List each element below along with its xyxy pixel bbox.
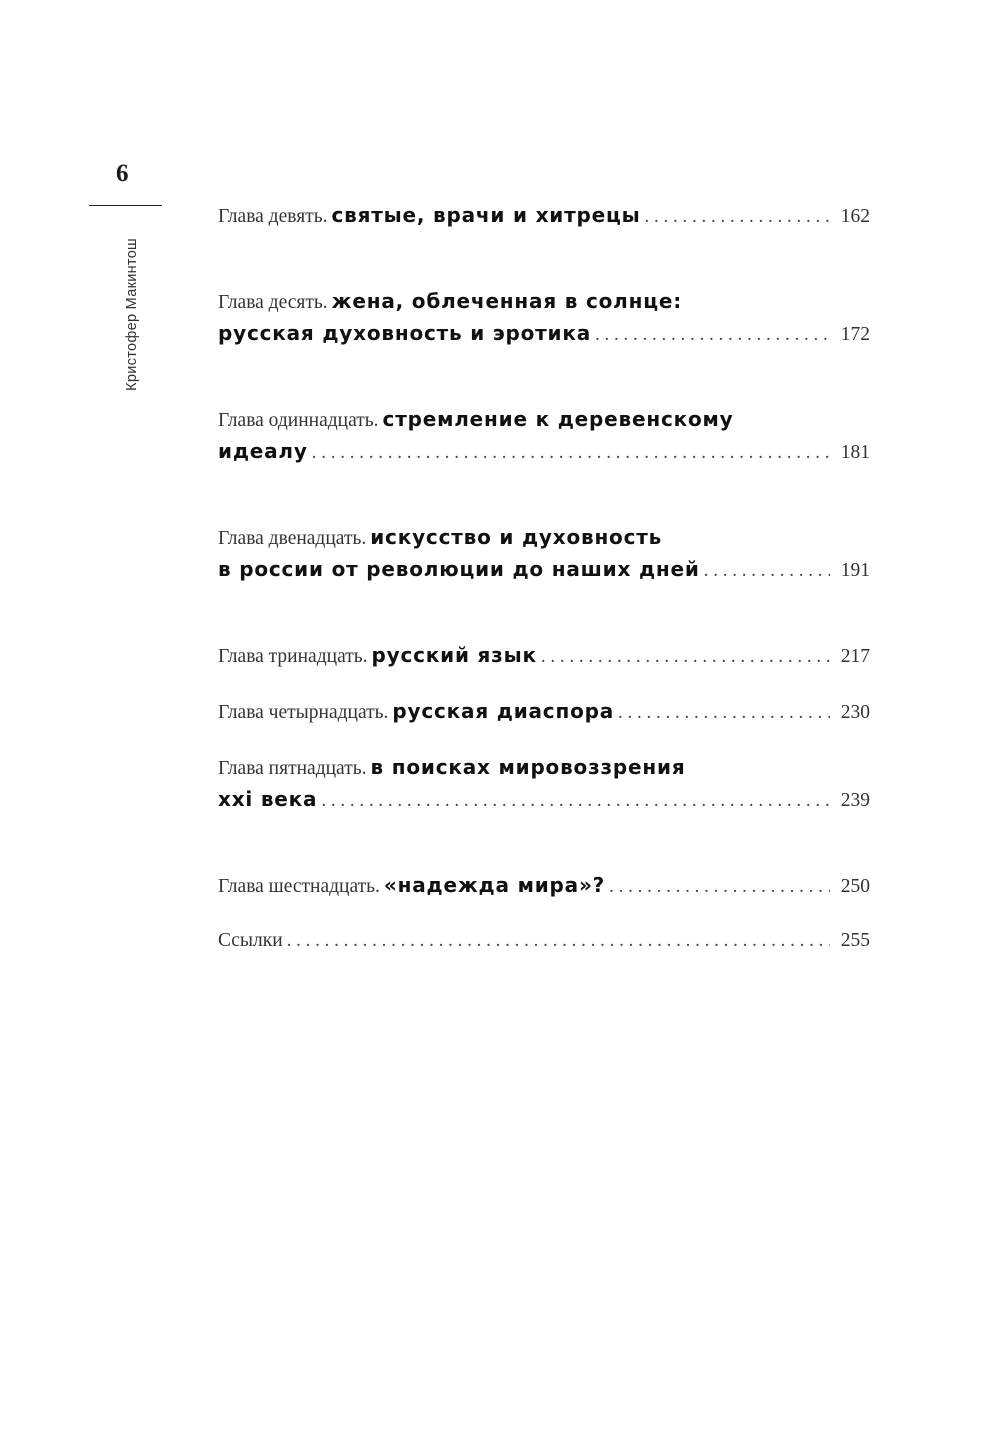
toc-chapter-label: Глава двенадцать. bbox=[218, 528, 367, 549]
toc-chapter-title: святые, врачи и хитрецы bbox=[331, 203, 641, 227]
toc-line bbox=[218, 636, 870, 674]
toc-chapter-label: Глава шестнадцать. bbox=[218, 876, 380, 897]
toc-page-number: 239 bbox=[840, 790, 870, 811]
toc-page-number: 230 bbox=[840, 702, 870, 723]
toc-leader-dots bbox=[321, 782, 830, 820]
table-of-contents bbox=[218, 196, 870, 951]
toc-references-label: Ссылки bbox=[218, 930, 283, 951]
toc-chapter-title-cont: русская духовность и эротика bbox=[218, 321, 592, 345]
toc-leader-dots bbox=[618, 694, 830, 732]
toc-page-number: 162 bbox=[840, 206, 870, 227]
toc-leader-dots bbox=[644, 198, 830, 236]
toc-entry[interactable] bbox=[218, 282, 870, 352]
toc-page-number: 172 bbox=[840, 324, 870, 345]
toc-chapter-label: Глава пятнадцать. bbox=[218, 758, 367, 779]
toc-line bbox=[218, 922, 870, 960]
toc-line bbox=[218, 550, 870, 588]
toc-line bbox=[218, 314, 870, 352]
toc-chapter-title-cont: в россии от революции до наших дней bbox=[218, 557, 700, 581]
toc-entry[interactable] bbox=[218, 518, 870, 588]
toc-chapter-title: русский язык bbox=[371, 643, 537, 667]
toc-chapter-label: Глава четырнадцать. bbox=[218, 702, 389, 723]
toc-leader-dots bbox=[704, 552, 830, 590]
toc-chapter-title: искусство и духовность bbox=[370, 525, 663, 549]
toc-chapter-title: «надежда мира»? bbox=[383, 873, 606, 897]
running-head-author: Кристофер Макинтош bbox=[124, 238, 140, 391]
toc-chapter-label: Глава девять. bbox=[218, 206, 328, 227]
toc-leader-dots bbox=[595, 316, 830, 354]
toc-chapter-title: в поисках мировоззрения bbox=[370, 755, 686, 779]
toc-chapter-title-cont: xxi века bbox=[218, 787, 318, 811]
toc-page-number: 217 bbox=[840, 646, 870, 667]
toc-page-number: 250 bbox=[840, 876, 870, 897]
toc-line bbox=[218, 432, 870, 470]
toc-chapter-title-cont: идеалу bbox=[218, 439, 308, 463]
toc-leader-dots bbox=[312, 434, 830, 472]
toc-page-number: 181 bbox=[840, 442, 870, 463]
toc-page-number: 255 bbox=[840, 930, 870, 951]
toc-entry[interactable] bbox=[218, 692, 870, 730]
toc-page-number: 191 bbox=[840, 560, 870, 581]
toc-chapter-label: Глава одиннадцать. bbox=[218, 410, 379, 431]
toc-chapter-title: русская диаспора bbox=[392, 699, 615, 723]
toc-entry[interactable] bbox=[218, 636, 870, 674]
toc-leader-dots bbox=[541, 638, 830, 676]
toc-entry[interactable] bbox=[218, 400, 870, 470]
toc-chapter-title: стремление к деревенскому bbox=[382, 407, 734, 431]
page-number: 6 bbox=[116, 160, 129, 187]
toc-line bbox=[218, 866, 870, 904]
toc-entry[interactable] bbox=[218, 866, 870, 904]
toc-line bbox=[218, 780, 870, 818]
toc-line bbox=[218, 196, 870, 234]
toc-leader-dots bbox=[287, 922, 830, 960]
toc-chapter-title: жена, облеченная в солнце: bbox=[331, 289, 683, 313]
toc-chapter-label: Глава тринадцать. bbox=[218, 646, 368, 667]
toc-entry[interactable] bbox=[218, 922, 870, 960]
header-rule bbox=[89, 205, 162, 206]
toc-entry[interactable] bbox=[218, 748, 870, 818]
toc-line bbox=[218, 692, 870, 730]
toc-leader-dots bbox=[609, 868, 830, 906]
toc-entry[interactable] bbox=[218, 196, 870, 234]
toc-chapter-label: Глава десять. bbox=[218, 292, 328, 313]
